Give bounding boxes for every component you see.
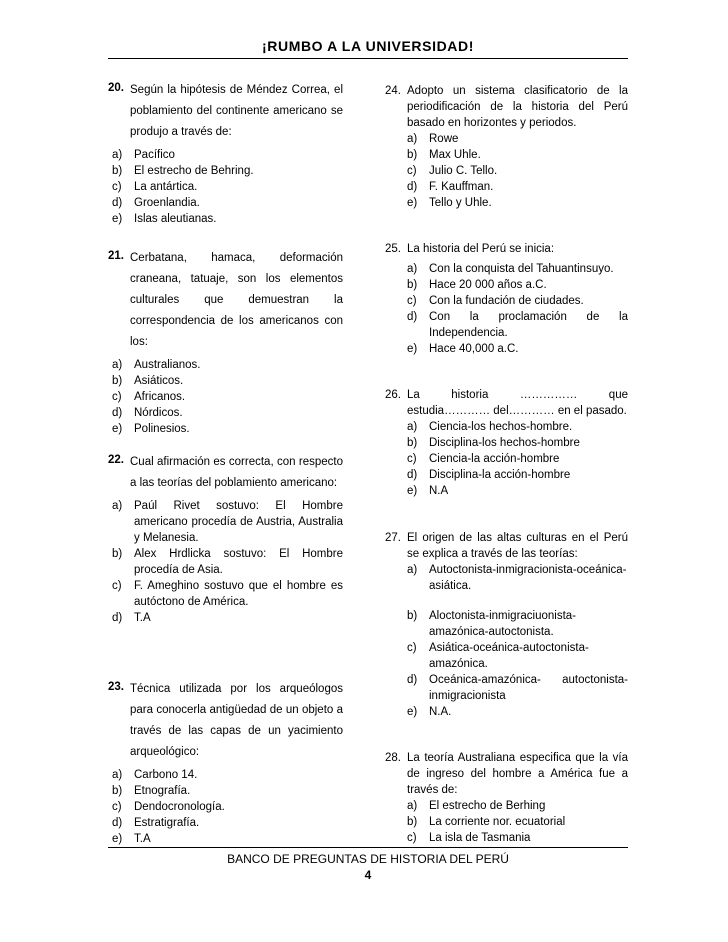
option-text: Aloctonista-inmigraciuonista-amazónica-autoctonista. — [429, 610, 577, 638]
option-letter: b) — [112, 165, 123, 177]
option-letter: c) — [112, 391, 122, 403]
header-divider — [108, 58, 628, 59]
option-text: Africanos. — [134, 391, 186, 403]
option-text: F. Kauffman. — [429, 181, 494, 193]
question-number: 25. — [385, 243, 401, 255]
option-item — [407, 608, 628, 640]
option-item — [407, 163, 628, 179]
question-stem: Técnica utilizada por los arqueólogos para conocerla antigüedad de un objeto a través de las capas de un yacimiento arqueológico: — [130, 683, 343, 758]
option-letter: a) — [407, 263, 418, 275]
option-item — [108, 578, 343, 610]
option-text: Etnografía. — [134, 785, 191, 797]
option-item — [407, 419, 628, 435]
option-item — [108, 211, 343, 227]
question-24 — [385, 83, 628, 211]
option-item — [108, 610, 343, 626]
option-letter: d) — [407, 181, 418, 193]
option-item — [407, 451, 628, 467]
option-text: Carbono 14. — [134, 769, 198, 781]
page-number: 4 — [364, 868, 372, 882]
option-text: La corriente nor. ecuatorial — [429, 816, 566, 828]
option-letter: b) — [407, 610, 418, 622]
option-text: Asiáticos. — [134, 375, 184, 387]
question-stem: El origen de las altas culturas en el Perú se explica a través de las teorías: — [407, 532, 628, 560]
option-letter: e) — [407, 485, 418, 497]
question-number: 22. — [108, 454, 124, 466]
option-letter: d) — [112, 817, 123, 829]
option-text: Dendocronología. — [134, 801, 225, 813]
question-stem: La teoría Australiana especifica que la vía de ingreso del hombre a América fue a través de: — [407, 752, 628, 796]
option-text: T.A — [134, 833, 151, 845]
option-item — [407, 704, 628, 720]
option-item — [108, 831, 343, 847]
options-list — [407, 131, 628, 211]
option-text: El estrecho de Berhing — [429, 800, 546, 812]
option-text: Paúl Rivet sostuvo: El Hombre americano procedía de Austria, Australia y Melanesia. — [134, 500, 343, 544]
option-item — [407, 562, 628, 594]
option-letter: a) — [112, 149, 123, 161]
question-stem: La historia del Perú se inicia: — [407, 243, 555, 255]
option-item — [407, 467, 628, 483]
option-letter: c) — [407, 453, 417, 465]
option-item — [108, 357, 343, 373]
option-letter: d) — [407, 311, 418, 323]
option-letter: e) — [407, 343, 418, 355]
option-item — [108, 195, 343, 211]
option-item — [108, 767, 343, 783]
options-list — [407, 798, 628, 846]
option-text: Oceánica-amazónica- autoctonista-inmigracionista — [429, 674, 628, 702]
option-item — [407, 341, 628, 357]
option-letter: b) — [407, 437, 418, 449]
option-letter: c) — [112, 580, 122, 592]
options-list — [407, 562, 628, 720]
option-letter: a) — [112, 769, 123, 781]
option-item — [407, 798, 628, 814]
option-letter: a) — [407, 133, 418, 145]
option-text: Nórdicos. — [134, 407, 183, 419]
option-item — [108, 421, 343, 437]
question-21 — [108, 248, 343, 437]
option-item — [407, 261, 628, 277]
option-item — [108, 799, 343, 815]
option-text: N.A. — [429, 706, 452, 718]
option-letter: e) — [112, 423, 123, 435]
option-text: Alex Hrdlicka sostuvo: El Hombre procedía de Asia. — [134, 548, 343, 576]
question-number: 27. — [385, 532, 401, 544]
option-item — [407, 814, 628, 830]
option-letter: b) — [407, 816, 418, 828]
option-item — [108, 373, 343, 389]
question-stem: La historia …………… que estudia………… del………… en el pasado. — [407, 389, 628, 417]
option-letter: a) — [407, 421, 418, 433]
option-text: Disciplina-la acción-hombre — [429, 469, 571, 481]
option-item — [407, 195, 628, 211]
option-text: Max Uhle. — [429, 149, 481, 161]
option-letter: e) — [112, 213, 123, 225]
option-text: Polinesios. — [134, 423, 190, 435]
question-23 — [108, 679, 343, 847]
options-list — [407, 419, 628, 499]
option-item — [108, 498, 343, 546]
option-text: Pacífico — [134, 149, 175, 161]
option-text: Disciplina-los hechos-hombre — [429, 437, 580, 449]
option-item — [407, 483, 628, 499]
option-text: Ciencia-los hechos-hombre. — [429, 421, 573, 433]
question-28 — [385, 750, 628, 846]
option-letter: c) — [407, 832, 417, 844]
option-letter: b) — [407, 279, 418, 291]
option-letter: a) — [407, 564, 418, 576]
option-text: Ciencia-la acción-hombre — [429, 453, 560, 465]
option-text: F. Ameghino sostuvo que el hombre es autóctono de América. — [134, 580, 343, 608]
question-number: 23. — [108, 681, 124, 693]
option-item — [108, 783, 343, 799]
option-letter: b) — [112, 785, 123, 797]
option-text: Con la proclamación de la Independencia. — [429, 311, 628, 339]
option-item — [108, 815, 343, 831]
question-27 — [385, 530, 628, 720]
option-item — [108, 163, 343, 179]
option-letter: e) — [112, 833, 123, 845]
option-text: Hace 40,000 a.C. — [429, 343, 519, 355]
footer-text: BANCO DE PREGUNTAS DE HISTORIA DEL PERÚ — [227, 852, 509, 866]
option-letter: c) — [407, 295, 417, 307]
option-text: Rowe — [429, 133, 459, 145]
option-text: Australianos. — [134, 359, 201, 371]
option-letter: d) — [112, 407, 123, 419]
option-letter: d) — [112, 197, 123, 209]
question-number: 28. — [385, 752, 401, 764]
option-text: N.A — [429, 485, 449, 497]
option-text: T.A — [134, 612, 151, 624]
question-stem: Cerbatana, hamaca, deformación craneana, tatuaje, son los elementos culturales que demuestran la correspondencia de los americanos con los: — [130, 252, 343, 348]
option-letter: b) — [112, 548, 123, 560]
page-header: ¡RUMBO A LA UNIVERSIDAD! — [262, 38, 474, 54]
question-number: 20. — [108, 82, 124, 94]
option-item — [407, 309, 628, 341]
option-letter: b) — [407, 149, 418, 161]
option-letter: b) — [112, 375, 123, 387]
option-item — [108, 405, 343, 421]
option-text: La isla de Tasmania — [429, 832, 531, 844]
option-text: Autoctonista-inmigracionista-oceánica-asiática. — [429, 564, 627, 592]
option-text: Tello y Uhle. — [429, 197, 492, 209]
option-letter: a) — [407, 800, 418, 812]
option-text: Hace 20 000 años a.C. — [429, 279, 547, 291]
option-item — [108, 546, 343, 578]
option-item — [407, 672, 628, 704]
question-22 — [108, 452, 343, 626]
options-list — [108, 357, 343, 437]
question-stem: Adopto un sistema clasificatorio de la periodificación de la historia del Perú basado en horizontes y periodos. — [407, 85, 628, 129]
option-letter: a) — [112, 500, 123, 512]
option-item — [407, 277, 628, 293]
option-text: Julio C. Tello. — [429, 165, 498, 177]
option-letter: c) — [407, 165, 417, 177]
option-text: Con la fundación de ciudades. — [429, 295, 584, 307]
option-letter: d) — [112, 612, 123, 624]
option-letter: e) — [407, 197, 418, 209]
option-item — [407, 179, 628, 195]
options-list — [108, 767, 343, 847]
question-number: 21. — [108, 250, 124, 262]
footer-divider — [108, 847, 628, 848]
option-item — [407, 293, 628, 309]
option-text: Con la conquista del Tahuantinsuyo. — [429, 263, 614, 275]
option-letter: e) — [407, 706, 418, 718]
option-text: El estrecho de Behring. — [134, 165, 254, 177]
question-20 — [108, 80, 343, 227]
option-letter: d) — [407, 469, 418, 481]
question-stem: Cual afirmación es correcta, con respecto a las teorías del poblamiento americano: — [130, 456, 343, 489]
option-item — [108, 389, 343, 405]
option-letter: d) — [407, 674, 418, 686]
option-text: Asiática-oceánica-autoctonista-amazónica. — [429, 642, 589, 670]
options-list — [108, 498, 343, 626]
option-item — [407, 435, 628, 451]
option-item — [407, 830, 628, 846]
question-number: 26. — [385, 389, 401, 401]
option-text: Estratigrafía. — [134, 817, 200, 829]
question-26 — [385, 387, 628, 499]
option-item — [407, 640, 628, 672]
option-text: Groenlandia. — [134, 197, 200, 209]
options-list — [108, 147, 343, 227]
page-footer — [108, 851, 628, 883]
question-stem: Según la hipótesis de Méndez Correa, el poblamiento del continente americano se produjo a través de: — [130, 84, 343, 138]
question-number: 24. — [385, 85, 401, 97]
option-item — [407, 147, 628, 163]
option-letter: c) — [407, 642, 417, 654]
options-list — [407, 261, 628, 357]
option-letter: c) — [112, 801, 122, 813]
option-item — [108, 147, 343, 163]
option-text: Islas aleutianas. — [134, 213, 217, 225]
option-letter: a) — [112, 359, 123, 371]
option-item — [108, 179, 343, 195]
option-text: La antártica. — [134, 181, 198, 193]
question-25 — [385, 241, 628, 357]
option-item — [407, 131, 628, 147]
option-letter: c) — [112, 181, 122, 193]
